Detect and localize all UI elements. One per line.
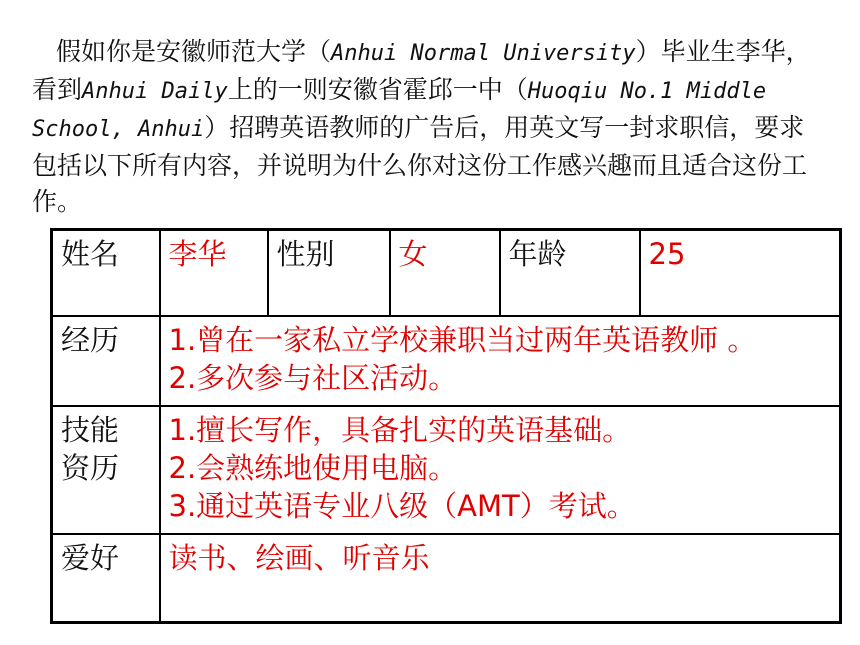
hobbies-value: 读书、绘画、听音乐 xyxy=(160,534,841,623)
age-label: 年龄 xyxy=(500,230,640,317)
resume-table xyxy=(50,228,842,624)
task-description xyxy=(32,34,822,220)
skills-item: 2.会熟练地使用电脑。 xyxy=(168,451,458,485)
experience-label: 经历 xyxy=(52,316,160,406)
hobbies-row xyxy=(52,534,841,623)
age-value: 25 xyxy=(640,230,841,317)
intro-text-4: ）招聘英语教师的广告后，用英文写一封求职信，要求包括以下所有内容，并说明为什么你对这份工作感兴趣而且适合这份工作。 xyxy=(32,113,808,216)
experience-value xyxy=(160,316,841,406)
skills-value xyxy=(160,406,841,534)
intro-text-2: ）毕业生李华，看到 xyxy=(32,37,811,104)
gender-value: 女 xyxy=(390,230,500,317)
name-label: 姓名 xyxy=(52,230,160,317)
basic-info-row xyxy=(52,230,841,317)
intro-newspaper-en: Anhui Daily xyxy=(82,79,228,104)
intro-university-en: Anhui Normal University xyxy=(331,41,636,66)
name-value: 李华 xyxy=(160,230,268,317)
intro-text-3: 上的一则安徽省霍邱一中（ xyxy=(227,75,528,104)
experience-row xyxy=(52,316,841,406)
intro-text-1: 假如你是安徽师范大学（ xyxy=(56,37,332,66)
gender-label: 性别 xyxy=(268,230,390,317)
hobbies-label: 爱好 xyxy=(52,534,160,623)
experience-item: 1.曾在一家私立学校兼职当过两年英语教师 。 xyxy=(168,323,757,357)
experience-item: 2.多次参与社区活动。 xyxy=(168,361,458,395)
skills-item: 1.擅长写作，具备扎实的英语基础。 xyxy=(168,413,632,447)
skills-row xyxy=(52,406,841,534)
skills-label xyxy=(52,406,160,534)
skills-label-line: 技能 xyxy=(61,413,120,447)
skills-label-line: 资历 xyxy=(61,451,120,485)
intro-school-en: Huoqiu No.1 Middle School, Anhui xyxy=(32,79,767,142)
skills-item: 3.通过英语专业八级（AMT）考试。 xyxy=(168,489,636,523)
